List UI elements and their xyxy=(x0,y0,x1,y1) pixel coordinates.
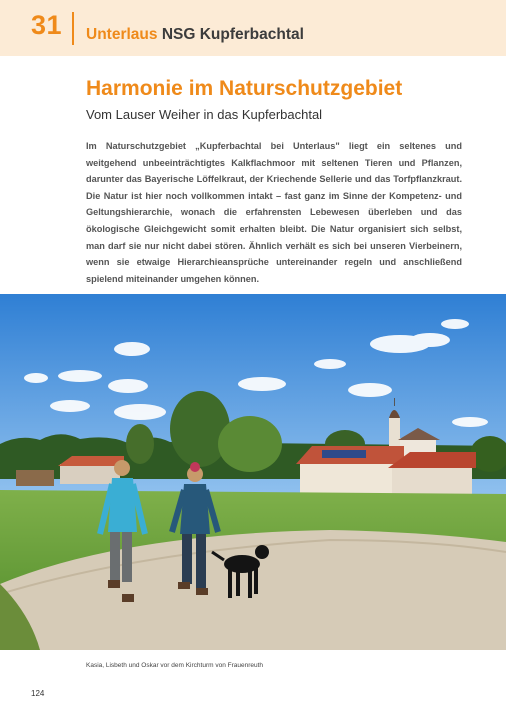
article-body: Im Naturschutzgebiet „Kupferbachtal bei Unterlaus" liegt ein seltenes und weitgehend unbeeinträchtigtes Kalkflachmoor mit seltenen Tieren und Pflanzen, darunter das Bayerische Löffelkraut, der Kriechende Sellerie und das Torfpflanzkraut. Die Natur ist hier noch vollkommen intakt – fast ganz im Sinne der Kompetenz- und Geltungshierarchie, wonach die erfahrensten Lebewesen überleben und das ökologische Gleichgewicht somit erhalten bleibt. Die Natur organisiert sich selbst, man darf sie nur nicht dabei stören. Ähnlich verhält es sich bei unseren Vierbeinern, wenn sie etwaige Hierarchieansprüche untereinander regeln und anschließend spielend miteinander umgehen können. xyxy=(86,141,462,284)
tour-location: Unterlaus xyxy=(86,26,158,43)
header-divider xyxy=(72,12,74,45)
landscape-illustration xyxy=(0,294,506,650)
tour-title xyxy=(86,26,304,44)
article-subheadline: Vom Lauser Weiher in das Kupferbachtal xyxy=(86,107,323,122)
tour-name: NSG Kupferbachtal xyxy=(161,26,304,43)
photo-caption: Kasia, Lisbeth und Oskar vor dem Kirchturm von Frauenreuth xyxy=(86,662,264,669)
landscape-photo xyxy=(0,294,506,650)
article-headline: Harmonie im Naturschutzgebiet xyxy=(86,77,403,100)
tour-number: 31 xyxy=(31,10,63,40)
page-number: 124 xyxy=(31,689,45,698)
